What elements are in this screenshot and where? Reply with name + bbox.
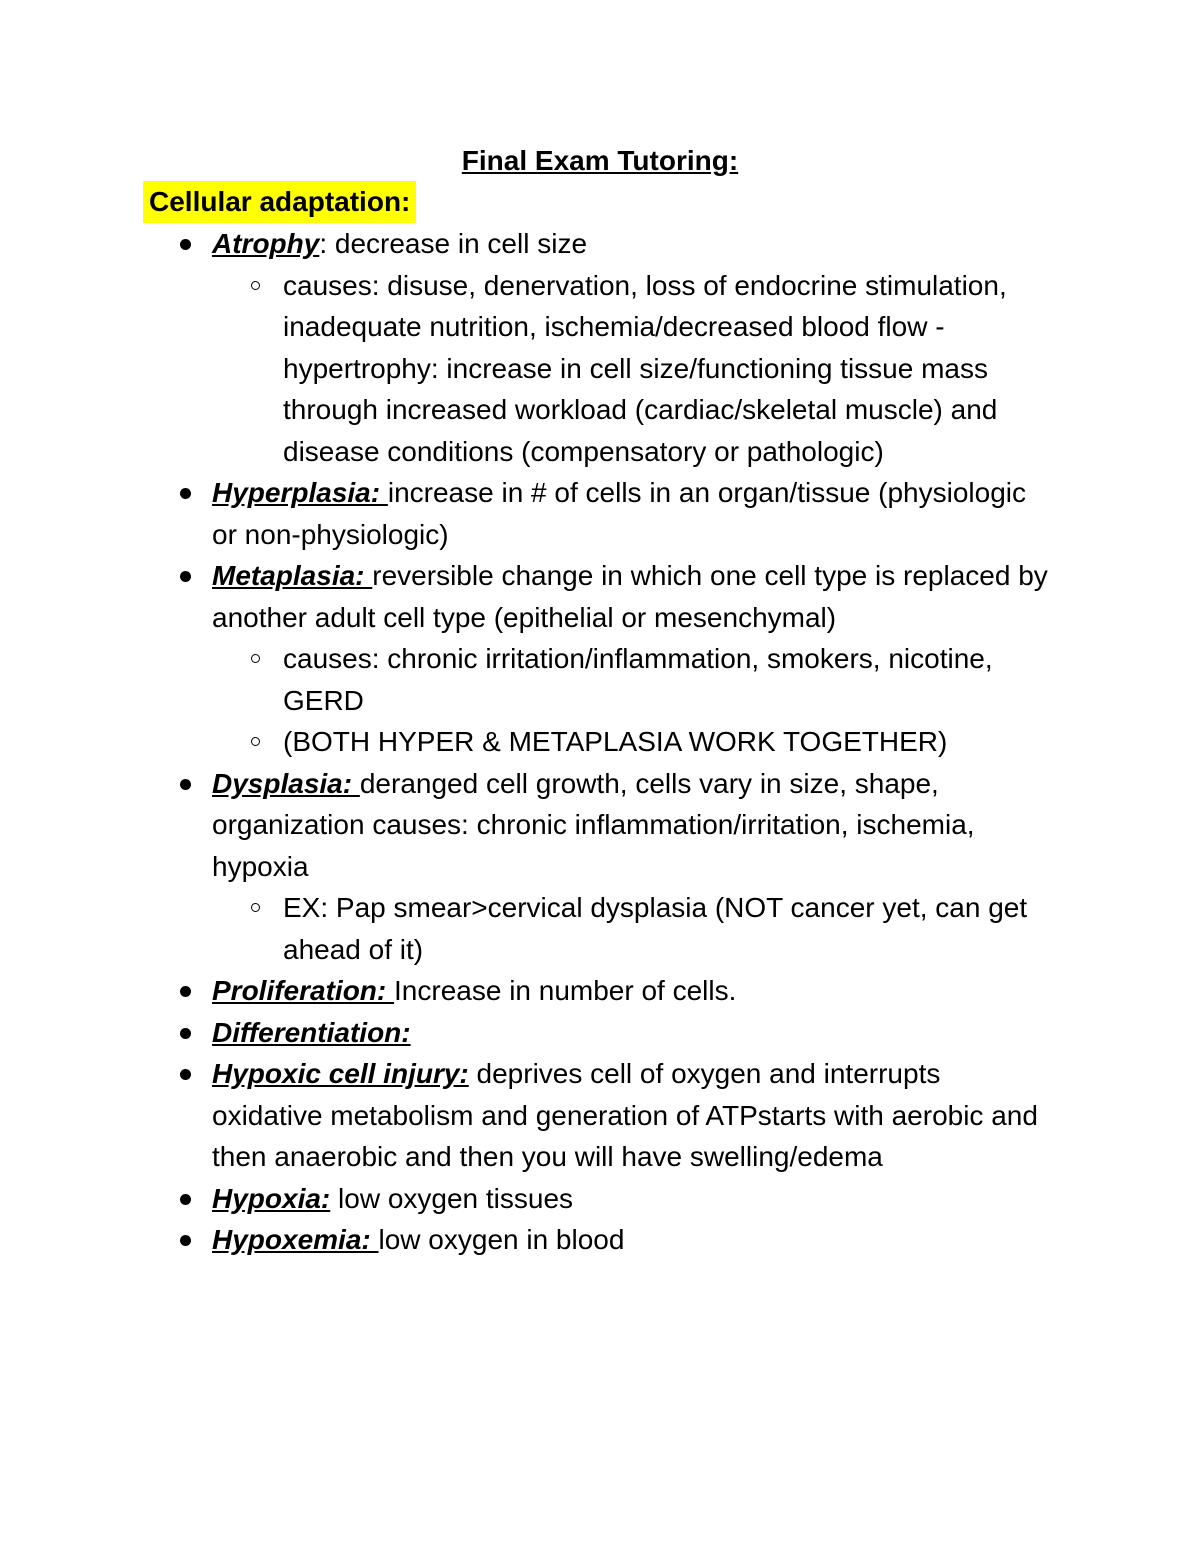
term-hyperplasia: Hyperplasia:: [212, 477, 388, 508]
list-item-hypoxemia: [0, 1219, 1200, 1261]
sub-list-atrophy: [212, 265, 1050, 473]
filled-bullet-icon: [180, 239, 191, 250]
list-item-metaplasia: [0, 555, 1200, 763]
definition-hypoxemia: low oxygen in blood: [378, 1224, 625, 1255]
sub-item-atrophy-causes: [212, 265, 1050, 473]
hollow-bullet-icon: [251, 903, 260, 912]
term-metaplasia: Metaplasia:: [212, 560, 373, 591]
filled-bullet-icon: [180, 1194, 191, 1205]
sub-item-dysplasia-example: [212, 887, 1050, 970]
hollow-bullet-icon: [251, 281, 260, 290]
term-hypoxic-cell-injury: Hypoxic cell injury:: [212, 1058, 469, 1089]
hollow-bullet-icon: [251, 654, 260, 663]
definition-atrophy: : decrease in cell size: [319, 228, 588, 259]
filled-bullet-icon: [180, 488, 191, 499]
sub-item-text: causes: chronic irritation/inflammation, smokers, nicotine, GERD: [283, 643, 993, 716]
filled-bullet-icon: [180, 1235, 191, 1246]
list-item-hypoxia: [0, 1178, 1200, 1220]
filled-bullet-icon: [180, 571, 191, 582]
sub-item-metaplasia-causes: [212, 638, 1050, 721]
sub-list-dysplasia: [212, 887, 1050, 970]
list-item-proliferation: [0, 970, 1200, 1012]
definition-hypoxia: low oxygen tissues: [330, 1182, 574, 1214]
definition-metaplasia: reversible change in which one cell type is replaced by another adult cell type (epithelial or mesenchymal): [212, 560, 1048, 633]
notes-list: [0, 223, 1200, 1261]
section-heading-cellular-adaptation: Cellular adaptation:: [143, 181, 416, 223]
list-item-hyperplasia: [0, 472, 1200, 555]
list-item-dysplasia: [0, 763, 1200, 971]
list-item-differentiation: [0, 1012, 1200, 1054]
list-item-hypoxic-cell-injury: [0, 1053, 1200, 1178]
definition-dysplasia: deranged cell growth, cells vary in size, shape, organization causes: chronic inflammation/irritation, ischemia, hypoxia: [212, 767, 975, 882]
definition-proliferation: Increase in number of cells.: [394, 975, 737, 1006]
term-differentiation: Differentiation:: [212, 1016, 411, 1048]
term-proliferation: Proliferation:: [212, 975, 395, 1006]
sub-item-text: (BOTH HYPER & METAPLASIA WORK TOGETHER): [283, 726, 948, 757]
sub-item-text: causes: disuse, denervation, loss of endocrine stimulation, inadequate nutrition, ischemia/decreased blood flow - hypertrophy: increase in cell size/functioning tissue mass through increased workload (cardiac/skeletal muscle) and disease conditions (compensatory or pathologic): [283, 269, 1007, 467]
sub-list-metaplasia: [212, 638, 1050, 763]
hollow-bullet-icon: [251, 737, 260, 746]
sub-item-metaplasia-note: [212, 721, 1050, 763]
term-hypoxemia: Hypoxemia:: [212, 1224, 379, 1255]
term-hypoxia: Hypoxia:: [212, 1182, 331, 1214]
page-title: Final Exam Tutoring:: [461, 145, 739, 176]
definition-hypoxic-cell-injury: deprives cell of oxygen and interrupts oxidative metabolism and generation of ATPstarts with aerobic and then anaerobic and then you will have swelling/edema: [212, 1058, 1038, 1172]
sub-item-text: EX: Pap smear>cervical dysplasia (NOT cancer yet, can get ahead of it): [283, 892, 1028, 965]
list-item-atrophy: [0, 223, 1200, 472]
filled-bullet-icon: [180, 1028, 191, 1039]
term-atrophy: Atrophy: [212, 228, 320, 259]
definition-hyperplasia: increase in # of cells in an organ/tissue (physiologic or non-physiologic): [212, 477, 1026, 550]
term-dysplasia: Dysplasia:: [212, 767, 360, 799]
filled-bullet-icon: [180, 1069, 191, 1080]
filled-bullet-icon: [180, 779, 191, 790]
filled-bullet-icon: [180, 986, 191, 997]
